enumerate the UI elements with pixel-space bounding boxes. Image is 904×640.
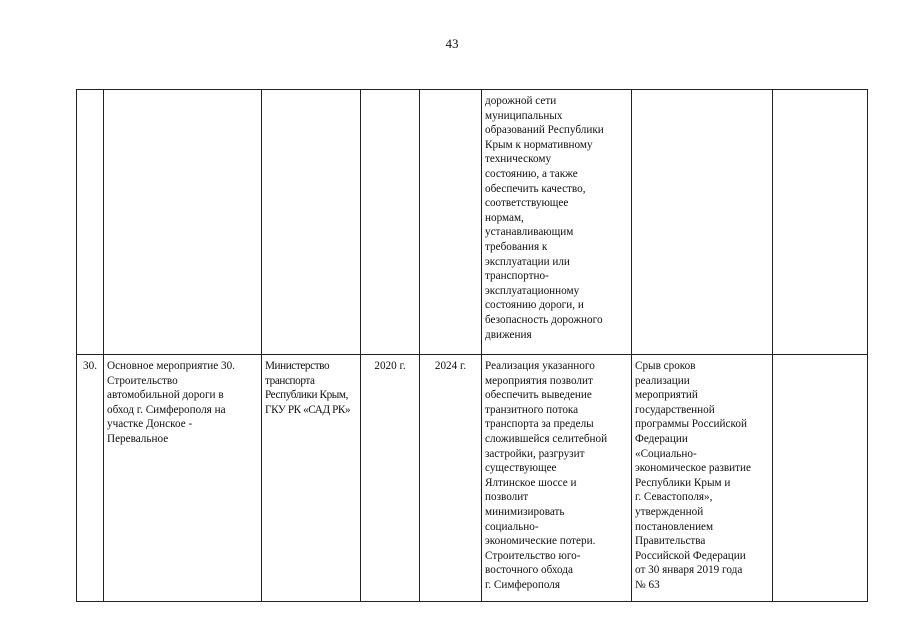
cell-start-year: 2020 г. [361, 355, 420, 602]
text-line: Срыв сроков [635, 360, 696, 372]
cell-link [773, 90, 868, 355]
cell-end-year [420, 90, 482, 355]
text-line: Федерации [635, 432, 688, 445]
text-line: г. Симферополя [485, 578, 561, 591]
text-line: обеспечить выведение [485, 389, 592, 402]
text-line: транспорта за пределы [485, 418, 594, 431]
text-line: техническому [485, 153, 552, 166]
cell-expected-result [482, 90, 632, 355]
cell-consequence [632, 90, 773, 355]
text-line: состоянию, а также [485, 167, 578, 180]
text-line: мероприятий [635, 389, 698, 402]
text-line: существующее [485, 462, 557, 475]
text-line: муниципальных [485, 109, 563, 122]
text-line: Правительства [635, 535, 706, 548]
text-line: Строительство юго- [485, 549, 581, 562]
text-line: восточного обхода [485, 564, 573, 577]
text-line: Республики Крым, [265, 389, 348, 402]
text-line: Российской Федерации [635, 549, 746, 562]
text-line: образований Республики [485, 124, 604, 137]
text-line: экономическое развитие [635, 462, 751, 475]
cell-expected-result [482, 355, 632, 602]
text-line: застройки, разгрузит [485, 447, 585, 460]
table-row-continuation [77, 90, 868, 355]
text-line: минимизировать [485, 505, 565, 518]
text-line: постановлением [635, 520, 714, 533]
text-line: соответствующее [485, 197, 569, 210]
text-line: безопасность дорожного [485, 313, 603, 326]
cell-executor [262, 355, 361, 602]
text-line: устанавливающим [485, 226, 574, 239]
text-line: социально- [485, 520, 539, 533]
text-line: автомобильной дороги в [107, 389, 224, 402]
text-line: дорожной сети [485, 95, 557, 107]
text-line: Строительство [107, 374, 178, 387]
text-line: Реализация указанного [485, 360, 595, 372]
text-line: Перевальное [107, 432, 169, 445]
text-line: Республики Крым и [635, 476, 731, 489]
cell-number [77, 90, 104, 355]
text-line: ГКУ РК «САД РК» [265, 403, 351, 416]
text-line: реализации [635, 374, 690, 387]
cell-number: 30. [77, 355, 104, 602]
measures-table [76, 89, 868, 602]
text-line: транспортно- [485, 270, 549, 283]
page-number: 43 [445, 36, 459, 51]
text-line: обход г. Симферополя на [107, 403, 226, 416]
text-line: участке Донское - [107, 418, 193, 431]
text-line: г. Севастополя», [635, 491, 713, 504]
cell-consequence [632, 355, 773, 602]
cell-end-year: 2024 г. [420, 355, 482, 602]
text-line: Крым к нормативному [485, 138, 593, 151]
text-line: от 30 января 2019 года [635, 564, 743, 577]
text-line: требования к [485, 240, 548, 253]
cell-measure-name [104, 90, 262, 355]
cell-executor [262, 90, 361, 355]
text-line: сложившейся селитебной [485, 432, 608, 445]
text-line: «Социально- [635, 447, 697, 460]
table-row-30 [77, 355, 868, 602]
cell-start-year [361, 90, 420, 355]
text-line: № 63 [635, 578, 660, 591]
text-line: утвержденной [635, 505, 704, 518]
cell-link [773, 355, 868, 602]
cell-measure-name [104, 355, 262, 602]
text-line: позволит [485, 491, 529, 504]
text-line: экономические потери. [485, 535, 596, 548]
text-line: эксплуатации или [485, 255, 570, 268]
text-line: эксплуатационному [485, 284, 580, 297]
text-line: состоянию дороги, и [485, 299, 584, 312]
text-line: Ялтинское шоссе и [485, 476, 577, 489]
text-line: движения [485, 328, 532, 341]
text-line: Министерство [265, 360, 330, 372]
text-line: транспорта [265, 374, 315, 387]
text-line: Основное мероприятие 30. [107, 360, 235, 372]
text-line: программы Российской [635, 418, 747, 431]
text-line: государственной [635, 403, 715, 416]
text-line: мероприятия позволит [485, 374, 593, 387]
text-line: обеспечить качество, [485, 182, 586, 195]
text-line: нормам, [485, 211, 524, 224]
text-line: транзитного потока [485, 403, 579, 416]
